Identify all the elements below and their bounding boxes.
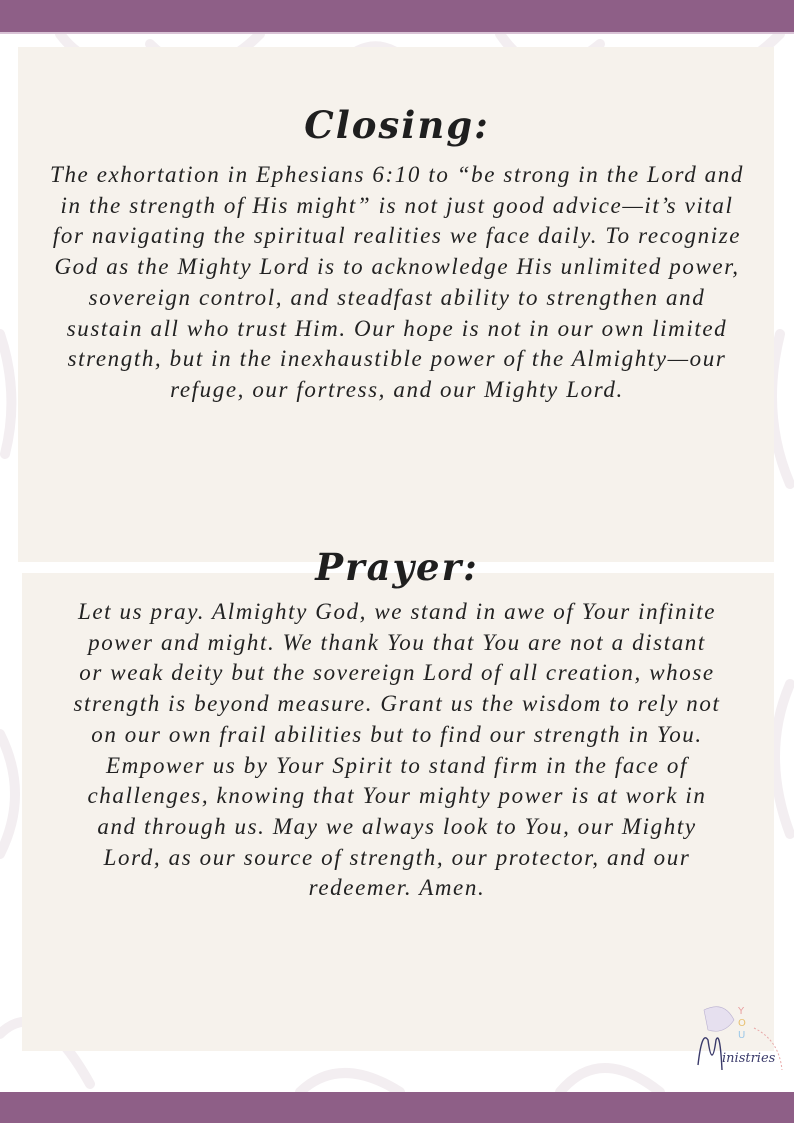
paragraph-line: sustain all who trust Him. Our hope is not in our own limited xyxy=(66,315,728,341)
prayer-heading: Prayer: xyxy=(315,545,479,589)
paragraph-line: or weak deity but the sovereign Lord of all creation, whose xyxy=(79,660,715,686)
ministries-logo xyxy=(694,1000,786,1085)
paragraph-line: redeemer. Amen. xyxy=(308,875,486,901)
paragraph-line: strength is beyond measure. Grant us the wisdom to rely not xyxy=(73,691,721,717)
paragraph-line: on our own frail abilities but to find our strength in You. xyxy=(91,721,703,747)
paragraph-line: and through us. May we always look to You, our Mighty xyxy=(97,813,697,839)
paragraph-line: refuge, our fortress, and our Mighty Lord. xyxy=(170,376,624,402)
paragraph-line: The exhortation in Ephesians 6:10 to “be strong in the Lord and xyxy=(50,162,744,187)
closing-heading: Closing: xyxy=(304,103,490,147)
paragraph-line: sovereign control, and steadfast ability to strengthen and xyxy=(88,284,706,310)
paragraph-line: Lord, as our source of strength, our protector, and our xyxy=(103,844,691,870)
paragraph-line: God as the Mighty Lord is to acknowledge His unlimited power, xyxy=(54,254,740,280)
svg-text:Y: Y xyxy=(738,1006,745,1017)
top-banner xyxy=(0,0,794,34)
paragraph-line: challenges, knowing that Your mighty power is at work in xyxy=(87,783,707,809)
paragraph-line: Let us pray. Almighty God, we stand in awe of Your infinite xyxy=(77,599,717,624)
bottom-banner xyxy=(0,1092,794,1123)
svg-text:inistries: inistries xyxy=(722,1051,776,1066)
paragraph-line: for navigating the spiritual realities we face daily. To recognize xyxy=(52,223,742,249)
paragraph-line: power and might. We thank You that You are not a distant xyxy=(88,629,706,655)
paragraph-line: Empower us by Your Spirit to stand firm in the face of xyxy=(106,752,688,778)
paragraph-line: strength, but in the inexhaustible power of the Almighty—our xyxy=(67,346,727,372)
svg-text:O: O xyxy=(738,1018,746,1029)
paragraph-line: in the strength of His might” is not just good advice—it’s vital xyxy=(60,192,734,218)
closing-paragraph xyxy=(0,160,794,406)
svg-text:U: U xyxy=(738,1030,746,1041)
prayer-paragraph xyxy=(0,597,794,904)
